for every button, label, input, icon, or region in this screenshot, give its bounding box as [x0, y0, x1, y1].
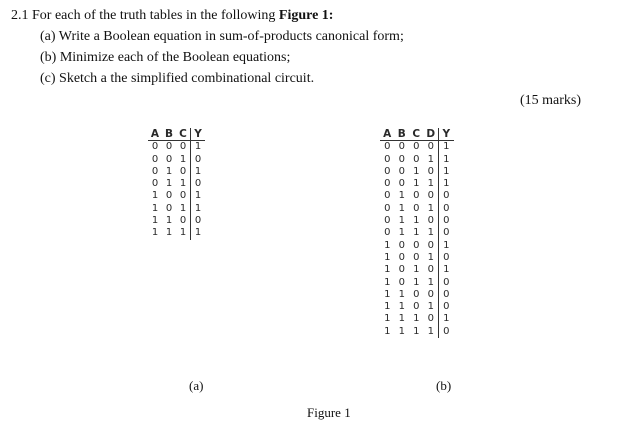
- cell-a: 0: [384, 178, 391, 190]
- cell-d: 1: [427, 325, 434, 337]
- cell-a: 1: [151, 190, 159, 202]
- cell-y: 1: [439, 264, 454, 276]
- cell-d: 1: [427, 251, 434, 263]
- cell-y: 1: [191, 227, 206, 239]
- cell-c: 1: [413, 227, 420, 239]
- cell-a: 1: [384, 301, 391, 313]
- cell-a: 1: [384, 313, 391, 325]
- cell-y: 0: [439, 277, 454, 289]
- cell-a: 0: [384, 202, 391, 214]
- cell-c: 1: [413, 325, 420, 337]
- cell-a: 0: [384, 227, 391, 239]
- table-row: [380, 141, 454, 154]
- cell-c: 0: [413, 288, 420, 300]
- cell-y: 0: [439, 190, 454, 202]
- cell-y: 0: [439, 203, 454, 215]
- cell-d: 1: [427, 202, 434, 214]
- cell-c: 1: [413, 313, 420, 325]
- header-c: C: [409, 128, 424, 141]
- cell-d: 1: [427, 227, 434, 239]
- cell-b: 0: [165, 141, 173, 153]
- cell-a: 0: [151, 141, 159, 153]
- figure-title: Figure 1: [307, 405, 351, 420]
- cell-a: 1: [384, 288, 391, 300]
- cell-a: 1: [384, 276, 391, 288]
- cell-a: 1: [384, 251, 391, 263]
- cell-c: 0: [413, 190, 420, 202]
- question-intro: For each of the truth tables in the following: [32, 8, 276, 23]
- cell-a: 0: [151, 165, 159, 177]
- cell-d: 1: [427, 276, 434, 288]
- cell-y: 0: [191, 154, 206, 166]
- cell-b: 0: [398, 165, 405, 177]
- caption-b: (b): [436, 378, 452, 393]
- cell-d: 0: [427, 264, 434, 276]
- cell-b: 0: [398, 251, 405, 263]
- cell-y: 1: [439, 313, 454, 325]
- cell-a: 0: [384, 141, 391, 153]
- cell-y: 1: [439, 178, 454, 190]
- table-row: [148, 215, 205, 227]
- table-header-row: [380, 128, 454, 141]
- cell-b: 1: [398, 313, 405, 325]
- caption-a: (a): [189, 378, 204, 393]
- table-row: [380, 215, 454, 227]
- cell-b: 0: [165, 202, 173, 214]
- cell-b: 0: [398, 178, 405, 190]
- cell-y: 1: [191, 203, 206, 215]
- cell-b: 1: [165, 178, 173, 190]
- cell-c: 1: [413, 264, 420, 276]
- table-row: [380, 313, 454, 325]
- cell-c: 1: [179, 227, 187, 239]
- table-row: [148, 178, 205, 190]
- table-row: [380, 264, 454, 276]
- table-row: [380, 166, 454, 178]
- cell-b: 0: [398, 264, 405, 276]
- question-heading: [11, 8, 333, 24]
- cell-d: 0: [427, 215, 434, 227]
- cell-a: 0: [384, 190, 391, 202]
- cell-d: 0: [427, 190, 434, 202]
- cell-a: 0: [384, 165, 391, 177]
- table-row: [380, 240, 454, 252]
- cell-c: 0: [413, 141, 420, 153]
- truth-table-b: [380, 128, 454, 338]
- header-a: A: [380, 128, 395, 141]
- cell-b: 1: [398, 325, 405, 337]
- cell-c: 1: [413, 178, 420, 190]
- cell-b: 0: [398, 239, 405, 251]
- cell-y: 1: [191, 141, 206, 154]
- cell-b: 0: [165, 153, 173, 165]
- cell-y: 1: [191, 190, 206, 202]
- cell-b: 0: [398, 153, 405, 165]
- cell-c: 1: [413, 165, 420, 177]
- cell-c: 1: [179, 202, 187, 214]
- cell-c: 0: [413, 153, 420, 165]
- table-row: [148, 166, 205, 178]
- table-row: [380, 203, 454, 215]
- cell-a: 1: [151, 227, 159, 239]
- cell-b: 1: [165, 227, 173, 239]
- cell-a: 0: [151, 178, 159, 190]
- cell-b: 0: [398, 276, 405, 288]
- cell-a: 0: [151, 153, 159, 165]
- cell-b: 1: [398, 202, 405, 214]
- cell-b: 1: [398, 301, 405, 313]
- cell-a: 1: [151, 215, 159, 227]
- question-part-c: (c) Sketch a the simplified combinational circuit.: [40, 71, 315, 86]
- cell-a: 0: [384, 215, 391, 227]
- question-part-a: (a) Write a Boolean equation in sum-of-products canonical form;: [40, 29, 404, 44]
- cell-c: 1: [413, 215, 420, 227]
- header-d: D: [424, 128, 439, 141]
- table-row: [380, 277, 454, 289]
- cell-y: 1: [439, 154, 454, 166]
- question-part-b: (b) Minimize each of the Boolean equations;: [40, 50, 291, 65]
- cell-c: 1: [179, 153, 187, 165]
- header-c: C: [176, 128, 191, 141]
- cell-a: 1: [384, 325, 391, 337]
- cell-d: 1: [427, 153, 434, 165]
- table-row: [380, 301, 454, 313]
- cell-c: 0: [179, 190, 187, 202]
- cell-y: 0: [439, 227, 454, 239]
- cell-c: 0: [179, 215, 187, 227]
- table-row: [380, 289, 454, 301]
- cell-b: 1: [165, 215, 173, 227]
- table-row: [380, 154, 454, 166]
- header-b: B: [162, 128, 176, 141]
- cell-a: 0: [384, 153, 391, 165]
- cell-d: 0: [427, 239, 434, 251]
- table-row: [380, 190, 454, 202]
- table-row: [148, 227, 205, 239]
- table-row: [380, 252, 454, 264]
- table-row: [148, 203, 205, 215]
- header-y: Y: [191, 128, 206, 141]
- cell-b: 1: [398, 215, 405, 227]
- cell-y: 0: [439, 326, 454, 338]
- cell-y: 1: [439, 166, 454, 178]
- cell-d: 0: [427, 288, 434, 300]
- header-b: B: [395, 128, 410, 141]
- marks-label: (15 marks): [519, 93, 581, 108]
- cell-c: 0: [179, 141, 187, 153]
- cell-b: 1: [398, 227, 405, 239]
- truth-table-a: [148, 128, 205, 240]
- table-header-row: [148, 128, 205, 141]
- cell-b: 0: [165, 190, 173, 202]
- cell-y: 0: [191, 215, 206, 227]
- cell-b: 0: [398, 141, 405, 153]
- cell-y: 0: [439, 289, 454, 301]
- cell-d: 0: [427, 141, 434, 153]
- cell-c: 0: [413, 301, 420, 313]
- cell-d: 0: [427, 313, 434, 325]
- header-a: A: [148, 128, 162, 141]
- cell-c: 1: [413, 276, 420, 288]
- cell-b: 1: [165, 165, 173, 177]
- table-row: [380, 227, 454, 239]
- table-row: [148, 141, 205, 154]
- cell-a: 1: [151, 202, 159, 214]
- cell-c: 0: [413, 202, 420, 214]
- cell-c: 1: [179, 178, 187, 190]
- cell-d: 1: [427, 301, 434, 313]
- cell-y: 0: [439, 215, 454, 227]
- cell-a: 1: [384, 264, 391, 276]
- figure-reference: Figure 1:: [278, 8, 334, 23]
- cell-y: 0: [191, 178, 206, 190]
- cell-y: 0: [439, 301, 454, 313]
- cell-y: 1: [439, 240, 454, 252]
- cell-b: 1: [398, 190, 405, 202]
- header-y: Y: [439, 128, 454, 141]
- cell-b: 1: [398, 288, 405, 300]
- table-row: [148, 190, 205, 202]
- cell-a: 1: [384, 239, 391, 251]
- cell-c: 0: [413, 239, 420, 251]
- cell-c: 0: [179, 165, 187, 177]
- cell-d: 1: [427, 178, 434, 190]
- cell-y: 1: [191, 166, 206, 178]
- cell-c: 0: [413, 251, 420, 263]
- question-number: 2.1: [11, 8, 29, 23]
- cell-y: 1: [439, 141, 454, 154]
- cell-d: 0: [427, 165, 434, 177]
- table-row: [380, 326, 454, 338]
- table-row: [380, 178, 454, 190]
- cell-y: 0: [439, 252, 454, 264]
- table-row: [148, 154, 205, 166]
